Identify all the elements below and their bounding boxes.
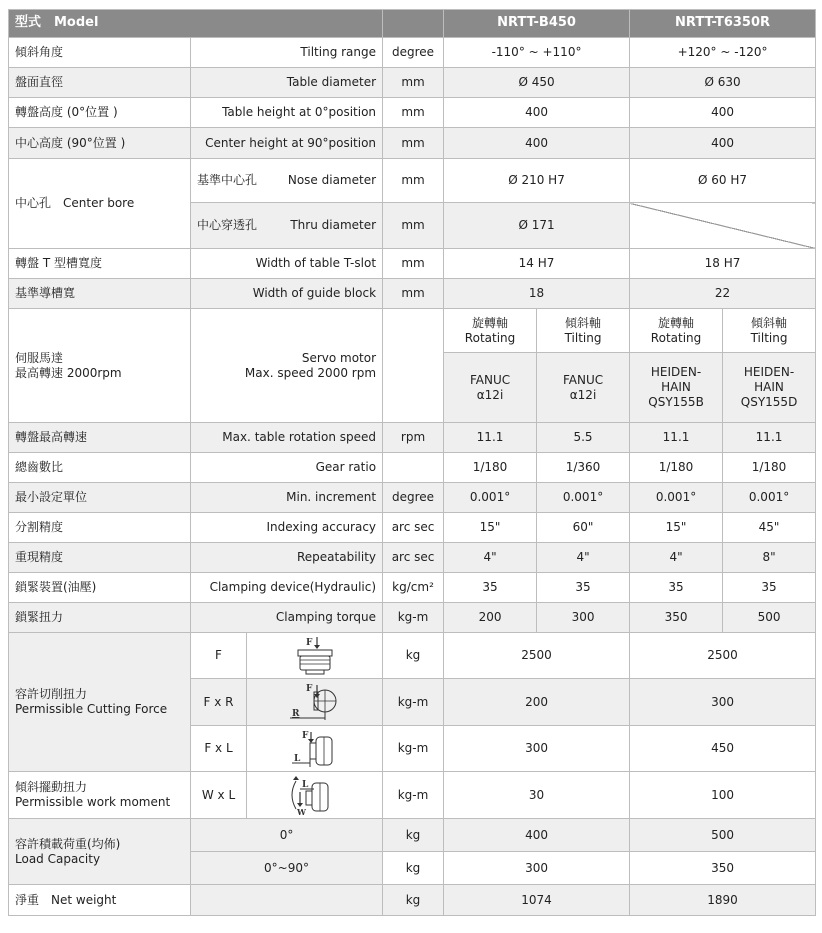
table-row [9, 885, 816, 916]
table-row [9, 573, 816, 603]
value-cell: 500 [630, 819, 816, 852]
value-cell: 4" [444, 543, 537, 573]
row-label-zh: 盤面直徑 [9, 68, 191, 98]
unit-header [383, 10, 444, 38]
value-cell: 18 H7 [630, 249, 816, 279]
motor-line: HAIN [754, 380, 784, 394]
row-unit: mm [383, 159, 444, 203]
row-label-zh: 重現精度 [9, 543, 191, 573]
value-cell: 0.001° [537, 483, 630, 513]
value-cell: 350 [630, 852, 816, 885]
row-label-zh: 中心穿透孔 [197, 218, 258, 232]
row-label-zh: 傾斜擺動扭力 [15, 780, 88, 794]
force-symbol: W x L [191, 772, 247, 819]
header-row [9, 10, 816, 38]
row-label-zh: 鎖緊裝置(油壓) [9, 573, 191, 603]
axis-head-en: Rotating [650, 330, 702, 345]
table-row [9, 159, 816, 203]
row-unit: degree [383, 483, 444, 513]
row-unit: arc sec [383, 513, 444, 543]
value-cell: 5.5 [537, 423, 630, 453]
model-2-header: NRTT-T6350R [630, 10, 816, 38]
axis-head-en: Rotating [464, 330, 516, 345]
value-cell: 18 [444, 279, 630, 309]
row-label-en: Permissible Cutting Force [15, 702, 168, 716]
row-label-en: Thru diameter [290, 218, 377, 232]
value-cell: 35 [723, 573, 816, 603]
value-cell: 4" [537, 543, 630, 573]
servo-label-zh-2: 最高轉速 2000rpm [15, 365, 122, 380]
row-label-en [191, 309, 383, 423]
icon-l-label: L [293, 753, 300, 764]
row-unit: kg [383, 633, 444, 679]
motor-model [723, 353, 816, 423]
motor-line: HEIDEN- [650, 365, 702, 379]
row-label-en: Nose diameter [287, 173, 377, 187]
row-unit: kg [383, 819, 444, 852]
value-cell: Ø 171 [444, 203, 630, 249]
value-cell: 11.1 [444, 423, 537, 453]
model-header: 型式 Model [9, 10, 383, 38]
table-row [9, 98, 816, 128]
row-label-en: Width of table T-slot [191, 249, 383, 279]
value-cell: 100 [630, 772, 816, 819]
load-angle: 0° [191, 819, 383, 852]
table-row [9, 279, 816, 309]
row-unit: kg/cm² [383, 573, 444, 603]
row-unit: mm [383, 68, 444, 98]
row-unit: rpm [383, 423, 444, 453]
row-label-cutting [9, 633, 191, 772]
value-cell: 1/180 [723, 453, 816, 483]
value-cell: 30 [444, 772, 630, 819]
value-cell: 0.001° [444, 483, 537, 513]
table-row [9, 603, 816, 633]
row-label-en: Max. table rotation speed [191, 423, 383, 453]
value-cell: 400 [444, 819, 630, 852]
row-label-zh: 轉盤 T 型槽寬度 [9, 249, 191, 279]
value-cell: +120° ~ -120° [630, 38, 816, 68]
row-label-en: Load Capacity [15, 851, 101, 866]
row-label-en: Min. increment [191, 483, 383, 513]
row-label-zh: 傾斜角度 [9, 38, 191, 68]
row-label-en: Gear ratio [191, 453, 383, 483]
motor-line: FANUC [469, 372, 511, 387]
table-row [9, 68, 816, 98]
row-label-zh: 轉盤最高轉速 [9, 423, 191, 453]
row-unit: mm [383, 279, 444, 309]
table-row [9, 423, 816, 453]
force-symbol: F x L [191, 726, 247, 772]
motor-line: HAIN [661, 380, 691, 394]
motor-line: α12i [569, 387, 597, 402]
cutting-force-icon [247, 633, 383, 679]
row-label-en: Clamping torque [191, 603, 383, 633]
icon-w-label: W [296, 807, 306, 815]
value-cell: 2500 [630, 633, 816, 679]
not-applicable-cell [630, 203, 816, 249]
row-label-zh: 容許積載荷重(均佈) [15, 836, 121, 851]
row-label-en: Tilting range [191, 38, 383, 68]
value-cell: 1/180 [630, 453, 723, 483]
value-cell: Ø 630 [630, 68, 816, 98]
axis-head [537, 309, 630, 353]
row-unit [383, 309, 444, 423]
axis-head-zh: 旋轉軸 [658, 315, 695, 330]
value-cell: 400 [630, 98, 816, 128]
value-cell: 300 [444, 726, 630, 772]
value-cell: 35 [444, 573, 537, 603]
model-1-header: NRTT-B450 [444, 10, 630, 38]
axis-head [630, 309, 723, 353]
value-cell: 300 [444, 852, 630, 885]
spec-table-container [8, 9, 815, 916]
value-cell: 45" [723, 513, 816, 543]
value-cell: 400 [444, 128, 630, 159]
icon-f-label: F [305, 637, 312, 648]
row-unit [383, 453, 444, 483]
row-label-en: Width of guide block [191, 279, 383, 309]
value-cell: 11.1 [723, 423, 816, 453]
value-cell: 15" [630, 513, 723, 543]
row-unit: degree [383, 38, 444, 68]
value-cell: 300 [630, 679, 816, 726]
table-row [9, 772, 816, 819]
row-label-zh: 淨重 Net weight [9, 885, 191, 916]
row-label-en: Table height at 0°position [191, 98, 383, 128]
row-unit: mm [383, 128, 444, 159]
axis-head [723, 309, 816, 353]
value-cell: 22 [630, 279, 816, 309]
row-label-en: Clamping device(Hydraulic) [191, 573, 383, 603]
row-label-zh: 容許切削扭力 [15, 687, 88, 701]
value-cell: 0.001° [723, 483, 816, 513]
axis-head [444, 309, 537, 353]
value-cell: 500 [723, 603, 816, 633]
row-unit: kg-m [383, 603, 444, 633]
row-label-nose [191, 159, 383, 203]
value-cell: 200 [444, 679, 630, 726]
value-cell: 1/180 [444, 453, 537, 483]
table-row [9, 633, 816, 679]
row-label-en: Repeatability [191, 543, 383, 573]
value-cell: 11.1 [630, 423, 723, 453]
row-unit: kg-m [383, 679, 444, 726]
motor-line: QSY155B [648, 395, 704, 409]
table-row [9, 819, 816, 852]
table-row [9, 128, 816, 159]
value-cell: 450 [630, 726, 816, 772]
value-cell: Ø 210 H7 [444, 159, 630, 203]
value-cell: 4" [630, 543, 723, 573]
row-label-en: Permissible work moment [15, 795, 171, 809]
table-row [9, 38, 816, 68]
row-label-zh: 總齒數比 [9, 453, 191, 483]
row-unit: mm [383, 203, 444, 249]
row-unit: mm [383, 249, 444, 279]
motor-model [444, 353, 537, 423]
row-label-zh: 鎖緊扭力 [9, 603, 191, 633]
cutting-torque-radius-icon [247, 679, 383, 726]
value-cell: 35 [630, 573, 723, 603]
table-row [9, 543, 816, 573]
motor-line: HEIDEN- [743, 365, 795, 379]
row-unit: kg-m [383, 726, 444, 772]
motor-model [630, 353, 723, 423]
row-label-zh: 中心高度 (90°位置 ) [9, 128, 191, 159]
servo-label-zh-1: 伺服馬達 [15, 350, 64, 365]
row-label-en: Center height at 90°position [191, 128, 383, 159]
value-cell: -110° ~ +110° [444, 38, 630, 68]
row-unit: kg [383, 852, 444, 885]
icon-l-label: L [301, 780, 308, 790]
row-label-work [9, 772, 191, 819]
row-label-en [191, 885, 383, 916]
row-label-zh: 基準中心孔 [197, 173, 258, 187]
value-cell: 35 [537, 573, 630, 603]
value-cell: 1/360 [537, 453, 630, 483]
axis-head-zh: 傾斜軸 [751, 315, 788, 330]
value-cell: 60" [537, 513, 630, 543]
load-angle: 0°~90° [191, 852, 383, 885]
value-cell: 1890 [630, 885, 816, 916]
spec-table [8, 9, 816, 916]
motor-line: QSY155D [740, 395, 798, 409]
table-row [9, 483, 816, 513]
value-cell: Ø 450 [444, 68, 630, 98]
value-cell: 400 [444, 98, 630, 128]
row-label-bore: 中心孔 Center bore [9, 159, 191, 249]
motor-line: FANUC [562, 372, 604, 387]
force-symbol: F x R [191, 679, 247, 726]
axis-head-zh: 旋轉軸 [472, 315, 509, 330]
row-label-thru [191, 203, 383, 249]
icon-f-label: F [301, 730, 308, 741]
table-row [9, 453, 816, 483]
row-label-en: Indexing accuracy [191, 513, 383, 543]
axis-head-en: Tilting [564, 330, 602, 345]
value-cell: 8" [723, 543, 816, 573]
motor-model [537, 353, 630, 423]
value-cell: 400 [630, 128, 816, 159]
icon-f-label: F [305, 684, 312, 694]
row-unit: mm [383, 98, 444, 128]
servo-label-en-1: Servo motor [301, 350, 377, 365]
motor-line: α12i [476, 387, 504, 402]
value-cell: 350 [630, 603, 723, 633]
row-label-zh: 基準導槽寬 [9, 279, 191, 309]
icon-r-label: R [291, 709, 299, 719]
value-cell: 0.001° [630, 483, 723, 513]
row-unit: arc sec [383, 543, 444, 573]
servo-label-en-2: Max. speed 2000 rpm [244, 365, 377, 380]
table-row [9, 513, 816, 543]
axis-head-en: Tilting [750, 330, 788, 345]
row-label-zh: 分割精度 [9, 513, 191, 543]
table-row [9, 249, 816, 279]
axis-head-zh: 傾斜軸 [565, 315, 602, 330]
row-label-en: Table diameter [191, 68, 383, 98]
value-cell: 300 [537, 603, 630, 633]
row-label-zh: 轉盤高度 (0°位置 ) [9, 98, 191, 128]
row-unit: kg [383, 885, 444, 916]
value-cell: 14 H7 [444, 249, 630, 279]
row-unit: kg-m [383, 772, 444, 819]
value-cell: Ø 60 H7 [630, 159, 816, 203]
table-row [9, 309, 816, 353]
work-moment-icon [247, 772, 383, 819]
value-cell: 15" [444, 513, 537, 543]
cutting-torque-length-icon [247, 726, 383, 772]
value-cell: 2500 [444, 633, 630, 679]
value-cell: 1074 [444, 885, 630, 916]
row-label-zh: 最小設定單位 [9, 483, 191, 513]
value-cell: 200 [444, 603, 537, 633]
row-label-zh [9, 309, 191, 423]
row-label-load [9, 819, 191, 885]
force-symbol: F [191, 633, 247, 679]
